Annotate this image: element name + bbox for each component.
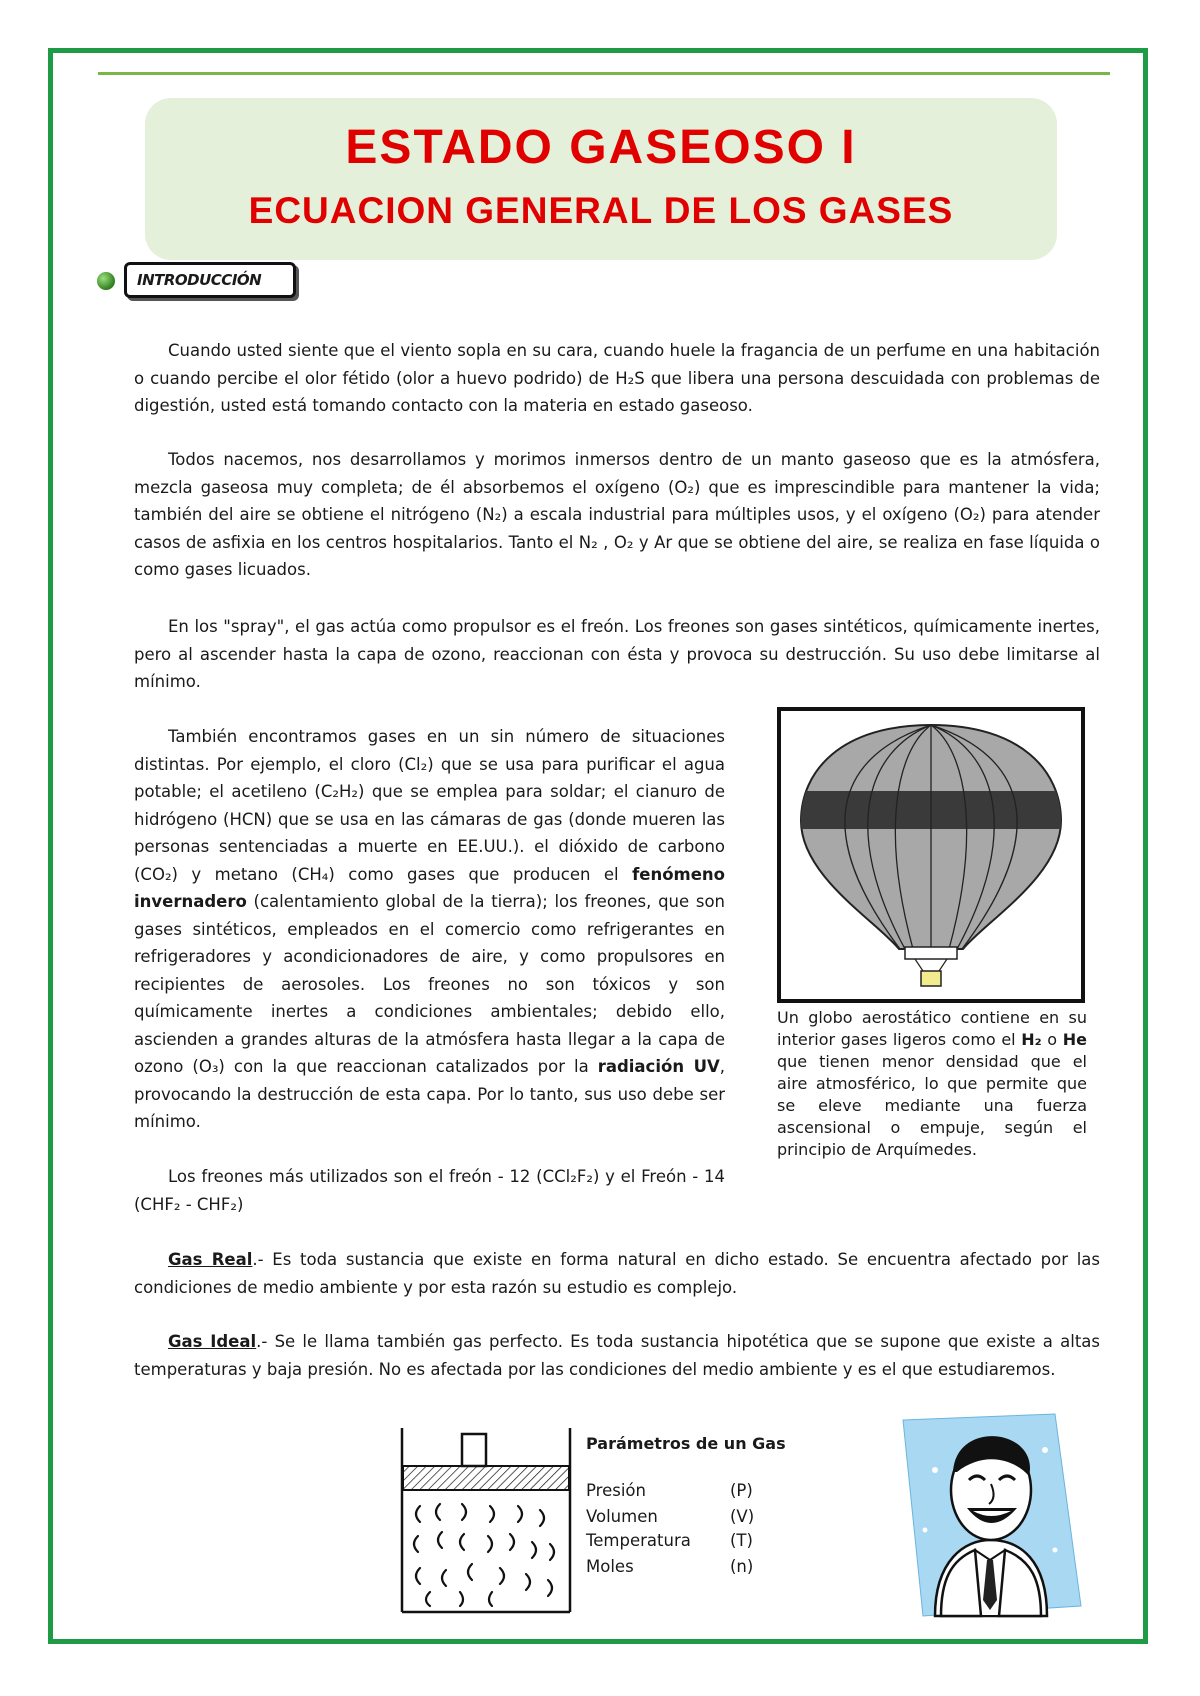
cartoon-man-figure [895,1410,1085,1620]
parameter-row: Volumen (V) [586,1507,755,1526]
paragraph-5: Los freones más utilizados son el freón - 12 (CCl₂F₂) y el Freón - 14 (CHF₂ - CHF₂) [134,1167,725,1214]
paragraph-3: En los "spray", el gas actúa como propulsor es el freón. Los freones son gases sintéticos, químicamente inertes, pero al ascender hasta la capa de ozono, reaccionan con ésta y provoca su destrucción. Su uso debe limitarse al mínimo. [134,617,1100,691]
balloon-figure [777,707,1085,1003]
piston-cylinder-icon [400,1424,572,1614]
parameter-row: Moles (n) [586,1557,754,1576]
bold-term-greenhouse: fenómeno invernadero [134,864,725,911]
smiling-man-icon [895,1410,1085,1620]
section-label: INTRODUCCIÓN [137,271,262,289]
paragraph-gas-ideal: Gas Ideal.- Se le llama también gas perfecto. Es toda sustancia hipotética que se supone que existe a altas temperaturas y baja presión. No es afectada por las condiciones del medio ambiente y es el que estudiaremos. [134,1332,1100,1379]
page-subtitle: ECUACION GENERAL DE LOS GASES [248,190,954,231]
parameter-row: Temperatura (T) [586,1531,753,1550]
bold-term-uv: radiación UV [597,1057,720,1076]
paragraph-1: Cuando usted siente que el viento sopla en su cara, cuando huele la fragancia de un perfume en una habitación o cuando percibe el olor fétido (olor a huevo podrido) de H₂S que libera una persona descuidada con problemas de digestión, usted está tomando contacto con la materia en estado gaseoso. [134,341,1100,415]
paragraph-4: También encontramos gases en un sin número de situaciones distintas. Por ejemplo, el cloro (Cl₂) que se usa para purificar el agua potable; el acetileno (C₂H₂) que se emplea para soldar; el cianuro de hidrógeno (HCN) que se usa en las cámaras de gas (donde mueren las personas sentenciadas a muerte en EE.UU.). el dióxido de carbono (CO₂) y metano (CH₄) como gases que producen el fenómeno invernadero (calentamiento global de la tierra); los freones, que son gases sintéticos, empleados en el comercio como refrigerantes en refrigeradores y acondicionadores de aire, y como propulsores en recipientes de aerosoles. Los freones no son tóxicos y son químicamente inertes a condiciones ambientales; debido ello, ascienden a grandes alturas de la atmósfera hasta llegar a la capa de ozono (O₃) con la que reaccionan catalizados por la radiación UV, provocando la destrucción de esta capa. Por lo tanto, sus uso debe ser mínimo. [134,727,725,1131]
title-banner [145,98,1057,260]
green-bullet-icon [97,272,115,290]
paragraph-2: Todos nacemos, nos desarrollamos y morimos inmersos dentro de un manto gaseoso que es la atmósfera, mezcla gaseosa muy completa; de él absorbemos el oxígeno (O₂) que es imprescindible para mantener la vida; también del aire se obtiene el nitrógeno (N₂) a escala industrial para múltiples usos, y el oxígeno (O₂) para atender casos de asfixia en los centros hospitalarios. Tanto el N₂ , O₂ y Ar que se obtiene del aire, se realiza en fase líquida o como gases licuados. [134,450,1100,579]
section-tag [124,262,296,298]
top-rule [98,72,1110,75]
paragraph-gas-real: Gas Real.- Es toda sustancia que existe en forma natural en dicho estado. Se encuentra afectado por las condiciones de medio ambiente y por esta razón su estudio es complejo. [134,1250,1100,1297]
hot-air-balloon-icon [781,711,1081,999]
parameters-title: Parámetros de un Gas [586,1434,786,1453]
piston-container-figure [400,1424,572,1614]
gas-real-label: Gas Real [168,1250,253,1269]
gas-ideal-label: Gas Ideal [168,1332,257,1351]
page-title: ESTADO GASEOSO I [345,121,857,174]
balloon-caption: Un globo aerostático contiene en su interior gases ligeros como el H₂ o He que tienen menor densidad que el aire atmosférico, lo que permite que se eleve mediante una fuerza ascensional o empuje, según el principio de Arquímedes. [777,1008,1087,1159]
parameter-row: Presión (P) [586,1481,753,1500]
